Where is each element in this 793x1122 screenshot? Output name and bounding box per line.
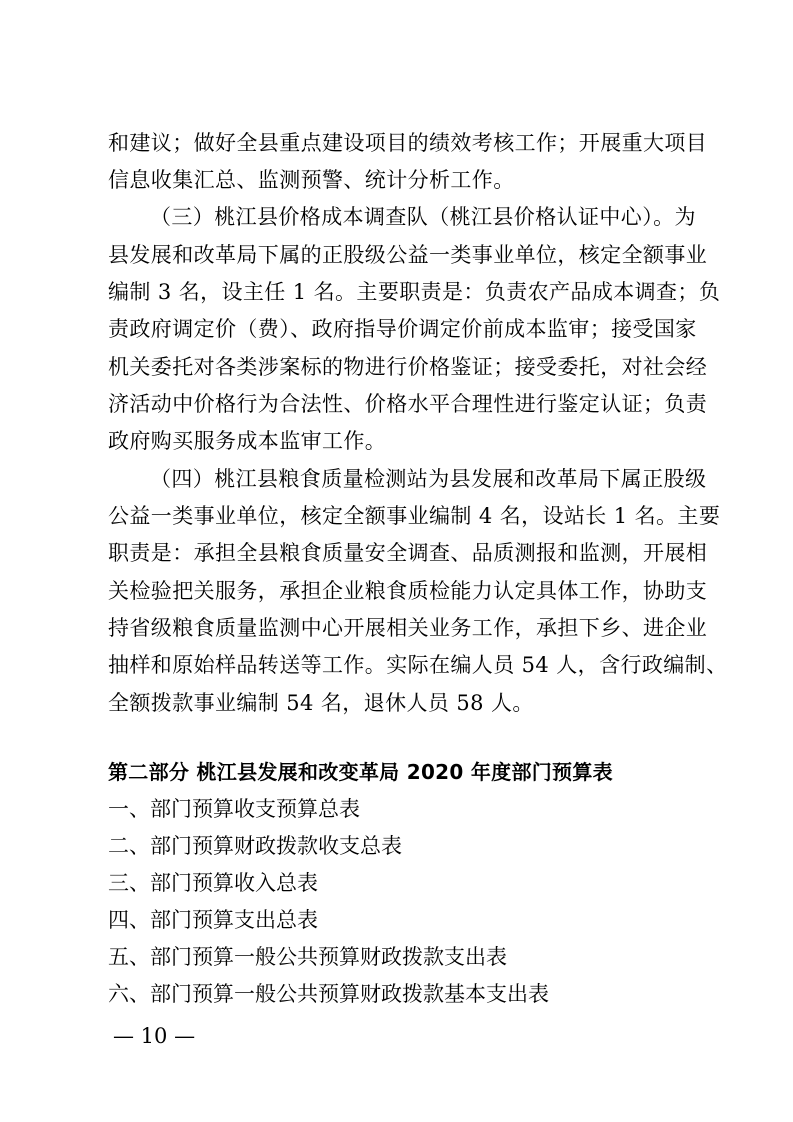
- paragraph-line: 职责是：承担全县粮食质量安全调查、品质测报和监测，开展相: [108, 541, 708, 565]
- paragraph-line: （三）桃江县价格成本调查队（桃江县价格认证中心）。为: [150, 205, 696, 229]
- paragraph-line: 全额拨款事业编制 54 名，退休人员 58 人。: [108, 691, 534, 715]
- paragraph-line: 信息收集汇总、监测预警、统计分析工作。: [108, 168, 515, 192]
- paragraph-line: （四）桃江县粮食质量检测站为县发展和改革局下属正股级: [150, 467, 707, 491]
- paragraph-line: 关检验把关服务，承担企业粮食质检能力认定具体工作，协助支: [108, 579, 708, 603]
- paragraph-line: 责政府调定价（费）、政府指导价调定价前成本监审；接受国家: [108, 317, 697, 341]
- paragraph-line: 县发展和改革局下属的正股级公益一类事业单位，核定全额事业: [108, 243, 708, 267]
- toc-item: 四、部门预算支出总表: [108, 908, 318, 932]
- paragraph-line: 编制 3 名，设主任 1 名。主要职责是：负责农产品成本调查；负: [108, 280, 721, 304]
- toc-item: 一、部门预算收支预算总表: [108, 797, 360, 821]
- paragraph-line: 抽样和原始样品转送等工作。实际在编人员 54 人，含行政编制、: [108, 653, 728, 677]
- paragraph-line: 政府购买服务成本监审工作。: [108, 429, 387, 453]
- page-number: — 10 —: [113, 1024, 196, 1048]
- toc-item: 二、部门预算财政拨款收支总表: [108, 834, 402, 858]
- paragraph-line: 机关委托对各类涉案标的物进行价格鉴证；接受委托，对社会经: [108, 355, 708, 379]
- section-heading: 第二部分 桃江县发展和改变革局 2020 年度部门预算表: [108, 760, 613, 784]
- paragraph-line: 持省级粮食质量监测中心开展相关业务工作，承担下乡、进企业: [108, 616, 708, 640]
- toc-item: 五、部门预算一般公共预算财政拨款支出表: [108, 945, 507, 969]
- paragraph-line: 济活动中价格行为合法性、价格水平合理性进行鉴定认证；负责: [108, 392, 708, 416]
- toc-item: 三、部门预算收入总表: [108, 871, 318, 895]
- toc-item: 六、部门预算一般公共预算财政拨款基本支出表: [108, 982, 549, 1006]
- paragraph-line: 和建议；做好全县重点建设项目的绩效考核工作；开展重大项目: [108, 131, 708, 155]
- paragraph-line: 公益一类事业单位，核定全额事业编制 4 名，设站长 1 名。主要: [108, 504, 721, 528]
